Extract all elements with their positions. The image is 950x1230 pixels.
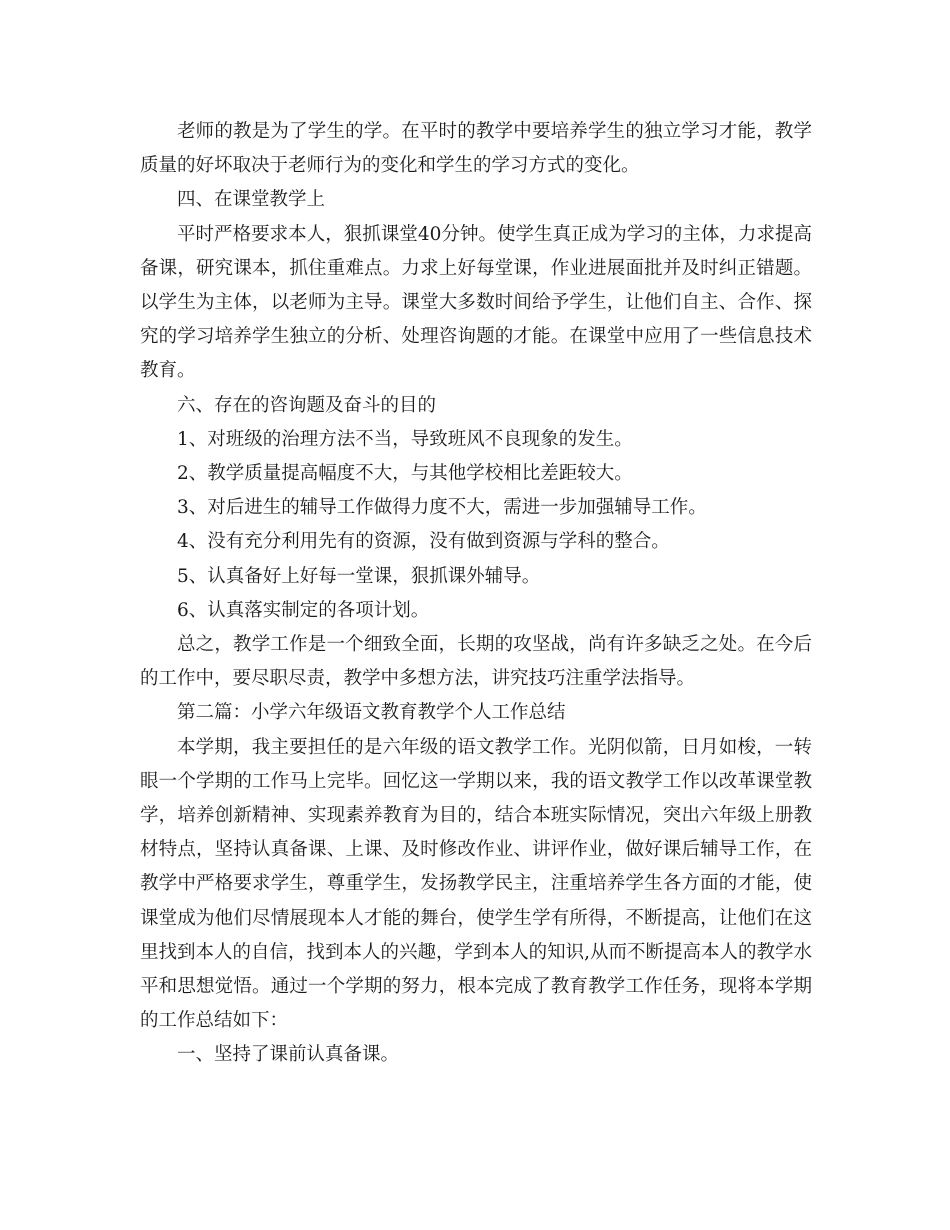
list-item-5: 5、认真备好上好每一堂课，狠抓课外辅导。: [177, 565, 541, 587]
heading-lesson-preparation: 一、坚持了课前认真备课。: [177, 1044, 400, 1066]
list-item-3: 3、对后进生的辅导工作做得力度不大，需进一步加强辅导工作。: [177, 497, 707, 519]
list-item-2: 2、教学质量提高幅度不大，与其他学校相比差距较大。: [177, 463, 633, 485]
paragraph-classroom-teaching: 平时严格要求本人，狠抓课堂40分钟。使学生真正成为学习的主体，力求提高备课，研究课本，抓住重难点。力求上好每堂课，作业进展面批并及时纠正错题。以学生为主体，以老师为主导。课堂大多数时间给予学生，让他们自主、合作、探究的学习培养学生独立的分析、处理咨询题的才能。在课堂中应用了一些信息技术教育。: [140, 223, 812, 382]
paragraph-conclusion: 总之，教学工作是一个细致全面，长期的攻坚战，尚有许多缺乏之处。在今后的工作中，要尽职尽责，教学中多想方法，讲究技巧注重学法指导。: [140, 634, 812, 690]
section-title-part-two: 第二篇：小学六年级语文教育教学个人工作总结: [177, 702, 566, 724]
list-item-6: 6、认真落实制定的各项计划。: [177, 599, 430, 621]
paragraph-intro: 老师的教是为了学生的学。在平时的教学中要培养学生的独立学习才能，教学质量的好坏取决于老师行为的变化和学生的学习方式的变化。: [140, 121, 812, 177]
paragraph-semester-summary: 本学期，我主要担任的是六年级的语文教学工作。光阴似箭，日月如梭，一转眼一个学期的工作马上完毕。回忆这一学期以来，我的语文教学工作以改革课堂教学，培养创新精神、实现素养教育为目的，结合本班实际情况，突出六年级上册教材特点，坚持认真备课、上课、及时修改作业、讲评作业，做好课后辅导工作，在教学中严格要求学生，尊重学生，发扬教学民主，注重培养学生各方面的才能，使课堂成为他们尽情展现本人才能的舞台，使学生学有所得，不断提高，让他们在这里找到本人的自信，找到本人的兴趣，学到本人的知识,从而不断提高本人的教学水平和思想觉悟。通过一个学期的努力，根本完成了教育教学工作任务，现将本学期的工作总结如下：: [140, 736, 812, 1032]
heading-problems-goals: 六、存在的咨询题及奋斗的目的: [177, 394, 437, 416]
list-item-1: 1、对班级的治理方法不当，导致班风不良现象的发生。: [177, 428, 633, 450]
list-item-4: 4、没有充分利用先有的资源，没有做到资源与学科的整合。: [177, 531, 670, 553]
heading-classroom-teaching: 四、在课堂教学上: [177, 189, 326, 211]
document-body: [140, 115, 812, 1073]
